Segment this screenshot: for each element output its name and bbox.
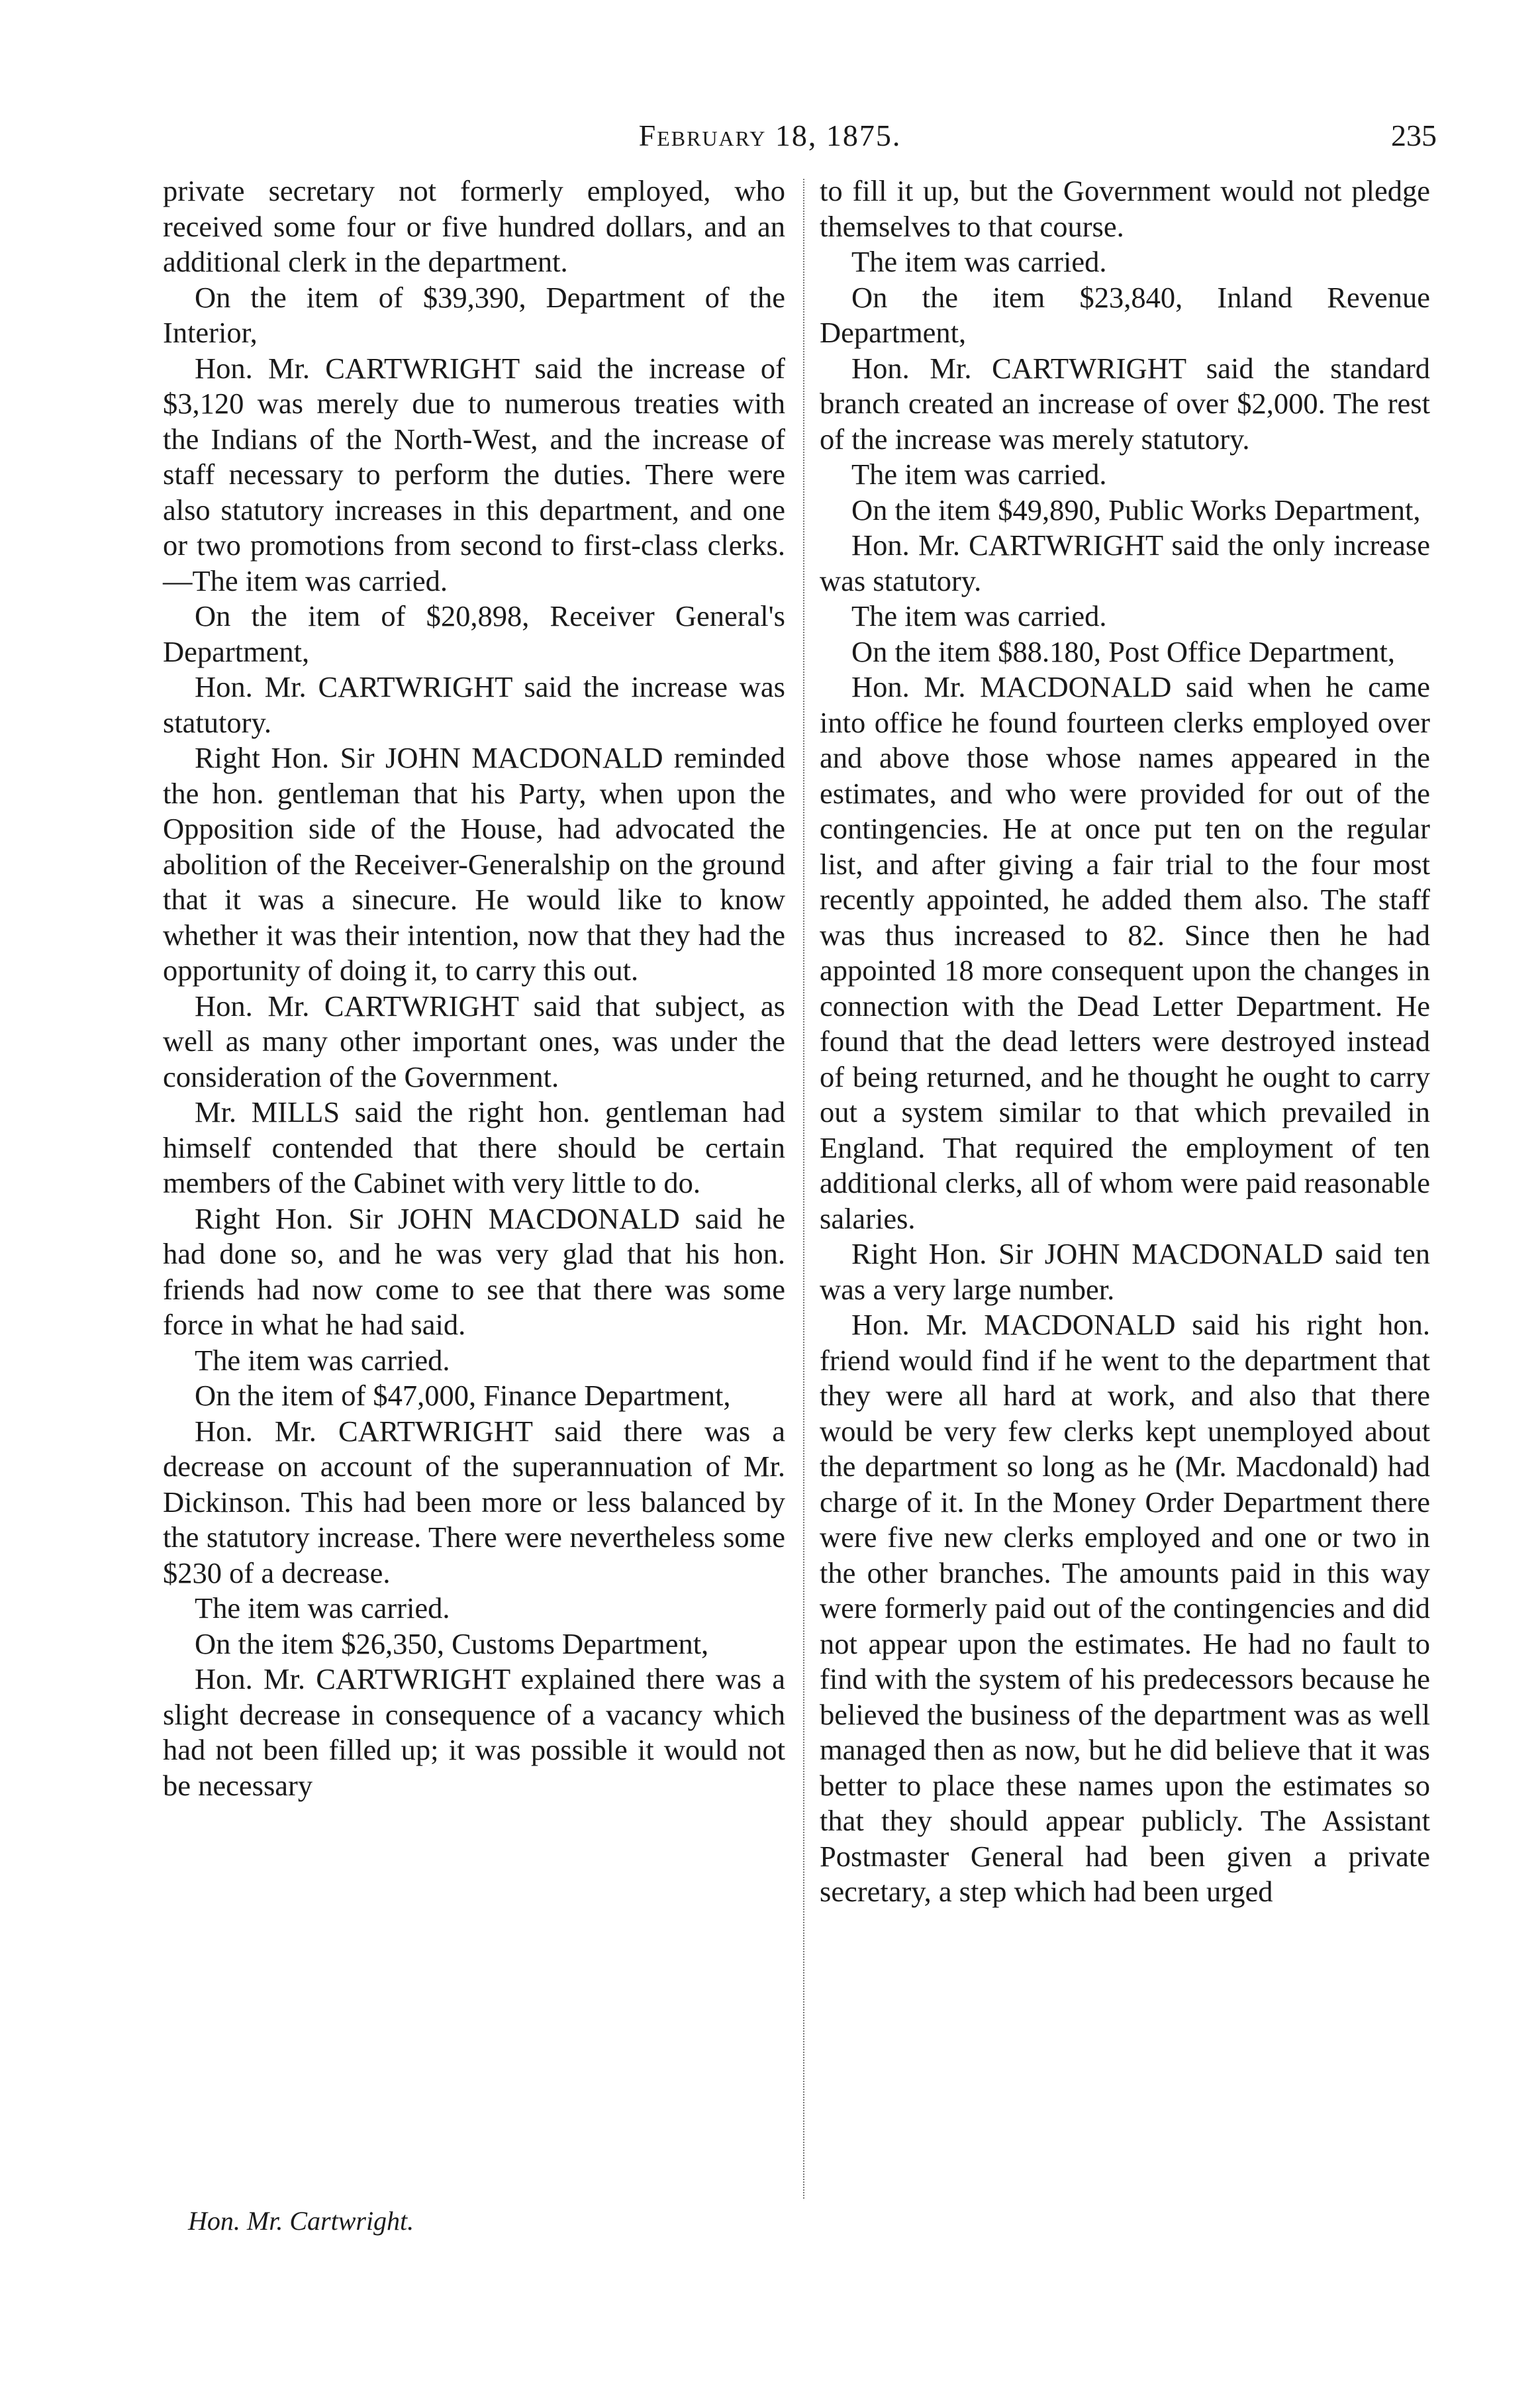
paragraph: The item was carried. [195,1343,450,1377]
paragraph: Hon. Mr. CARTWRIGHT said the increase of $3,120 was merely due to numerous treaties with the Indians of the North-West, and the increase of staff necessary to perform the duties. There were also statutory increases in this department, and one or two promotions from second to first-class clerks.—The item was carried. [163,351,785,597]
paragraph: Hon. Mr. CARTWRIGHT said the only increase was statutory. [820,528,1430,597]
paragraph: Hon. Mr. MACDONALD said his right hon. friend would find if he went to the department that they were all hard at work, and also that there would be very few clerks kept unemployed about the department so long as he (Mr. Macdonald) had charge of it. In the Money Order Department there were five new clerks employed and one or two in the other branches. The amounts paid in this way were formerly paid out of the contingencies and did not appear upon the estimates. He had no fault to find with the system of his predecessors because he believed the business of the department was as well managed then as now, but he did believe that it was better to place these names upon the estimates so that they should appear publicly. The Assistant Postmaster General had been given a private secretary, a step which had been urged [820,1308,1430,1908]
right-column [820,174,1430,1910]
paragraph: The item was carried. [851,599,1107,632]
paragraph: On the item of $47,000, Finance Department, [195,1379,731,1412]
paragraph: Hon. Mr. CARTWRIGHT said there was a decrease on account of the superannuation of Mr. Dickinson. This had been more or less balanced by the statutory increase. There were nevertheless some $230 of a decrease. [163,1414,785,1589]
paragraph: The item was carried. [851,458,1107,491]
paragraph: Right Hon. Sir JOHN MACDONALD said ten was a very large number. [820,1237,1430,1306]
paragraph: Hon. Mr. MACDONALD said when he came into office he found fourteen clerks employed over and above those whose names appeared in the estimates, and who were provided for out of the contingencies. He at once put ten on the regular list, and after giving a fair trial to the four most recently appointed, he added them also. The staff was thus increased to 82. Since then he had appointed 18 more consequent upon the changes in connection with the Dead Letter Department. He found that the dead letters were destroyed instead of being returned, and he thought he ought to carry out a system similar to that which prevailed in England. That required the employment of ten additional clerks, all of whom were paid reasonable salaries. [820,670,1430,1235]
page-date-heading: February 18, 1875. [638,119,902,152]
running-foot: Hon. Mr. Cartwright. [188,2206,414,2236]
paragraph: On the item $49,890, Public Works Department, [851,493,1421,526]
paragraph: Right Hon. Sir JOHN MACDONALD said he had done so, and he was very glad that his hon. friends had now come to see that there was some force in what he had said. [163,1201,785,1341]
paragraph: Hon. Mr. CARTWRIGHT said the standard branch created an increase of over $2,000. The rest of the increase was merely statutory. [820,351,1430,456]
paragraph: On the item $26,350, Customs Department, [195,1626,709,1660]
paragraph: The item was carried. [851,245,1107,278]
left-column [163,174,785,1803]
paragraph: On the item of $39,390, Department of the Interior, [163,280,785,349]
paragraph: On the item $23,840, Inland Revenue Department, [820,280,1430,349]
page-number: 235 [1391,119,1437,152]
paragraph: Right Hon. Sir JOHN MACDONALD reminded the hon. gentleman that his Party, when upon the Opposition side of the House, had advocated the abolition of the Receiver-Generalship on the ground that it was a sinecure. He would like to know whether it was their intention, now that they had the opportunity of doing it, to carry this out. [163,741,785,987]
paragraph: Mr. MILLS said the right hon. gentleman had himself contended that there should be certain members of the Cabinet with very little to do. [163,1095,785,1199]
paragraph: private secretary not formerly employed, who received some four or five hundred dollars, and an additional clerk in the department. [163,174,785,278]
page-header [0,118,1540,171]
paragraph: On the item of $20,898, Receiver General's Department, [163,599,785,668]
paragraph: The item was carried. [195,1591,450,1624]
paragraph: Hon. Mr. CARTWRIGHT said that subject, as well as many other important ones, was under the consideration of the Government. [163,989,785,1093]
paragraph: Hon. Mr. CARTWRIGHT explained there was a slight decrease in consequence of a vacancy which had not been filled up; it was possible it would not be necessary [163,1662,785,1802]
column-divider [803,179,804,2199]
paragraph: Hon. Mr. CARTWRIGHT said the increase was statutory. [163,670,785,739]
paragraph: On the item $88.180, Post Office Department, [851,634,1396,668]
paragraph: to fill it up, but the Government would not pledge themselves to that course. [820,174,1430,243]
